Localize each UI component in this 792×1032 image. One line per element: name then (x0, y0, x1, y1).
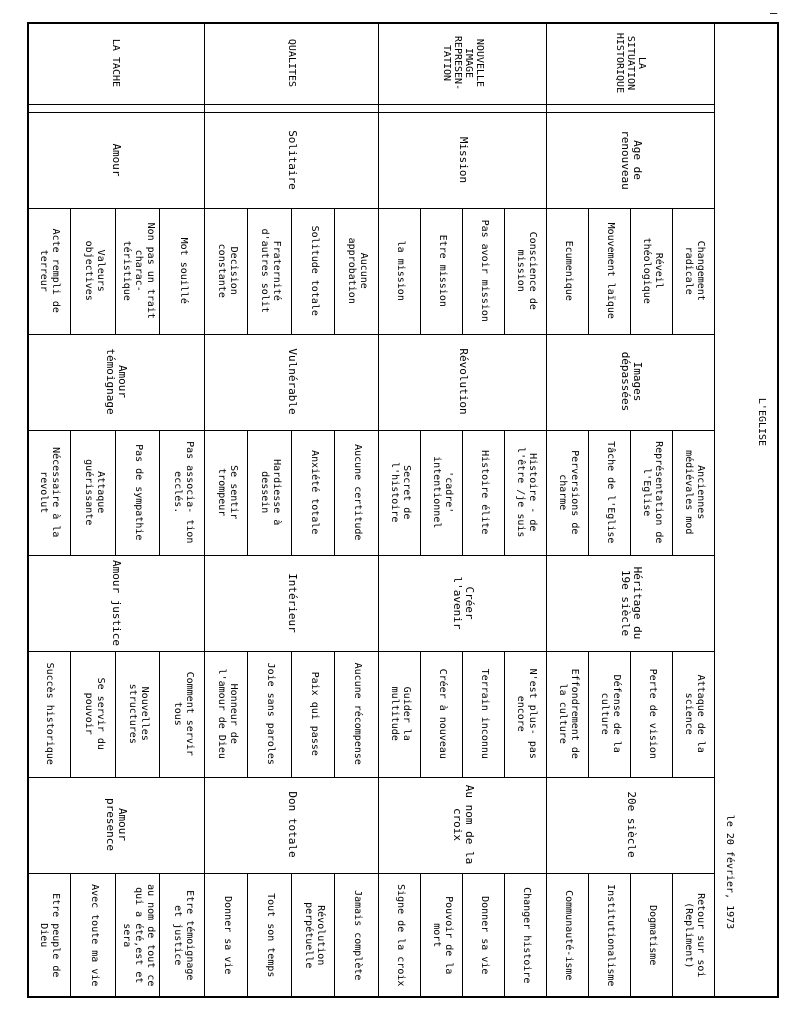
cell-sub-item: Secret de l'histoire (389, 462, 412, 523)
grid-line (462, 651, 463, 777)
cell-sub-item: N'est plus- pas encore (515, 668, 538, 759)
grid-line (462, 208, 463, 334)
grid-line (115, 208, 116, 334)
grid-line (630, 208, 631, 334)
cell-sub-item: Dogmatisme (647, 905, 658, 966)
cell-top-label: Age de renouveau (619, 130, 644, 190)
grid-line (71, 430, 72, 556)
cell-sub-item: Etre témoignage et justice (171, 890, 195, 981)
cell-sub-item: Conscience de mission (515, 231, 538, 310)
grid-line (115, 873, 116, 999)
cell-sub-item: Attaque guérissante (82, 459, 106, 526)
grid-line (204, 22, 205, 998)
row-header: LA TACHE (110, 38, 122, 88)
grid-line (160, 651, 161, 777)
cell-sub-item: Anxiété totale (308, 450, 320, 535)
cell-top-label: Amour presence (104, 798, 129, 851)
grid-line (462, 873, 463, 999)
cell-sub-item: Mot souillé (177, 237, 189, 304)
grid-line (379, 651, 547, 652)
cell-sub-item: Aucune approbation (346, 237, 370, 304)
grid-line (335, 873, 336, 999)
grid-line (71, 651, 72, 777)
cell-sub-item: Représentation de l'Eglise (641, 441, 664, 544)
cell-top-label: Images dépassées (619, 351, 644, 412)
cell-sub-item: Avec toute ma vie (88, 884, 100, 987)
grid-line (504, 873, 505, 999)
cell-sub-item: Ecumenique (563, 240, 574, 301)
grid-line (672, 208, 673, 334)
grid-line (248, 430, 249, 556)
cell-sub-item: Etre mission (437, 234, 448, 307)
cell-sub-item: Acte rempli de terreur (38, 228, 62, 313)
grid-line (291, 430, 292, 556)
cell-sub-item: Se sentir trompeur (215, 465, 239, 520)
grid-line (71, 208, 72, 334)
cell-top-label: 20e siècle (625, 791, 638, 858)
cell-sub-item: Signe de la croix (395, 884, 406, 987)
cell-sub-item: Institutionalisme (605, 884, 616, 987)
grid-line (630, 430, 631, 556)
grid-line (335, 651, 336, 777)
cell-sub-item: Aucune certitude (352, 444, 364, 541)
row-header: QUALITES (286, 38, 298, 88)
grid-line (27, 430, 205, 431)
grid-line (504, 651, 505, 777)
grid-line (27, 112, 715, 113)
grid-line (27, 873, 205, 874)
grid-line (547, 873, 715, 874)
grid-line (27, 334, 715, 335)
cell-sub-item: Non pas un trait charac- téristique (121, 222, 157, 319)
row-header: LA SITUATION HISTORIQUE (614, 32, 648, 94)
cell-sub-item: au nom de tout ce qui a été,est et sera (121, 884, 157, 987)
grid-line (27, 555, 715, 556)
cell-sub-item: Changer histoire (521, 887, 532, 984)
cell-sub-item: Jamais complète (352, 890, 364, 981)
cell-sub-item: Histoire élite (479, 450, 490, 535)
grid-line (160, 873, 161, 999)
grid-line (71, 873, 72, 999)
grid-line (379, 208, 547, 209)
grid-line (420, 651, 421, 777)
grid-line (672, 651, 673, 777)
grid-line (248, 208, 249, 334)
cell-sub-item: Aucune récompense (352, 662, 364, 765)
cell-sub-item: Fraternité d'autres solit (259, 228, 283, 313)
cell-sub-item: Effondrement de la culture (557, 668, 580, 759)
cell-sub-item: Donner sa vie (221, 896, 233, 975)
cell-sub-item: Attaque de la science (683, 674, 706, 753)
grid-line (291, 208, 292, 334)
corner-mark: — (770, 6, 778, 20)
grid-line (420, 430, 421, 556)
grid-line (291, 651, 292, 777)
grid-line (115, 651, 116, 777)
cell-sub-item: Tâche de l'Eglise (605, 441, 616, 544)
cell-sub-item: Nouvelles structures (127, 683, 151, 744)
grid-line (547, 430, 715, 431)
cell-sub-item: Anciennes médiévales mod (683, 450, 706, 535)
grid-line (504, 430, 505, 556)
grid-line (630, 873, 631, 999)
cell-sub-item: Donner sa vie (479, 896, 490, 975)
grid-line (588, 208, 589, 334)
grid-line (205, 208, 379, 209)
cell-sub-item: Pas associa- tion ecclés. (171, 441, 195, 544)
cell-top-label: Don totale (286, 791, 299, 858)
cell-top-label: Créer l'avenir (451, 576, 476, 630)
cell-top-label: Amour justice (110, 559, 123, 647)
cell-sub-item: la mission (395, 240, 406, 301)
grid-line (547, 208, 715, 209)
cell-top-label: Mission (457, 136, 470, 184)
grid-line (291, 873, 292, 999)
row-header: NOUVELLE IMAGE REPRESEN- TATION (441, 35, 485, 91)
grid-line (588, 651, 589, 777)
cell-top-label: Vulnérable (286, 348, 299, 415)
cell-sub-item: Tout son temps (265, 893, 277, 978)
cell-sub-item: Succès historique (44, 662, 56, 765)
cell-sub-item: Mouvement laïque (605, 222, 616, 319)
cell-top-label: Amour témoignage (104, 348, 129, 415)
grid-line (379, 430, 547, 431)
cell-top-label: Solitaire (286, 130, 299, 190)
cell-sub-item: Comment servir tous (171, 671, 195, 756)
cell-sub-item: Honneur de l'amour de Dieu (215, 668, 239, 759)
page-date: le 20 février, 1973 (724, 814, 736, 930)
cell-sub-item: Solitude totale (308, 225, 320, 316)
grid-line (335, 430, 336, 556)
grid-line (27, 777, 715, 778)
grid-line (546, 22, 547, 998)
page-title: L'EGLISE (756, 397, 768, 447)
cell-sub-item: Valeurs objectives (82, 240, 106, 301)
grid-line (630, 651, 631, 777)
cell-sub-item: Decision constante (215, 243, 239, 298)
grid-line (335, 208, 336, 334)
grid-line (672, 873, 673, 999)
cell-sub-item: Paix qui passe (308, 671, 320, 756)
cell-sub-item: 'cadre' intentionnel (431, 456, 454, 529)
grid-line (27, 651, 205, 652)
grid-line (714, 22, 715, 998)
chart-table (27, 22, 779, 998)
cell-sub-item: Se servir du pouvoir (82, 677, 106, 750)
grid-line (27, 104, 715, 105)
cell-sub-item: Pouvoir de la mort (431, 896, 454, 975)
cell-sub-item: Changement radicale (683, 240, 706, 301)
cell-top-label: Héritage du 19e siècle (619, 566, 644, 640)
cell-sub-item: Perte de vision (647, 668, 658, 759)
cell-sub-item: Créer à nouveau (437, 668, 448, 759)
cell-sub-item: Etre peuple de Dieu (38, 893, 62, 978)
cell-sub-item: Réveil théologique (641, 237, 664, 304)
cell-sub-item: Révolution perpétuelle (302, 902, 326, 969)
grid-line (672, 430, 673, 556)
cell-sub-item: Communauté-isme (563, 890, 574, 981)
cell-sub-item: Retour sur soi (Repliment) (683, 893, 706, 978)
grid-line (205, 651, 379, 652)
grid-line (115, 430, 116, 556)
cell-sub-item: Perversions de charme (557, 450, 580, 535)
cell-sub-item: Nécessaire à la revolut (38, 447, 62, 538)
grid-line (588, 873, 589, 999)
grid-line (205, 873, 379, 874)
grid-line (504, 208, 505, 334)
cell-top-label: Au nom de la croix (451, 784, 476, 865)
grid-line (588, 430, 589, 556)
cell-top-label: Révolution (457, 348, 470, 415)
grid-line (160, 208, 161, 334)
grid-line (248, 873, 249, 999)
grid-line (160, 430, 161, 556)
cell-top-label: Amour (110, 143, 123, 177)
cell-sub-item: Hardiesse à dessein (259, 459, 283, 526)
grid-line (547, 651, 715, 652)
cell-sub-item: Pas avoir mission (479, 219, 490, 322)
cell-sub-item: Terrain inconnu (479, 668, 490, 759)
grid-line (379, 873, 547, 874)
cell-sub-item: Guider la multitude (389, 686, 412, 741)
cell-sub-item: Joie sans paroles (265, 662, 277, 765)
grid-line (248, 651, 249, 777)
grid-line (420, 208, 421, 334)
grid-line (205, 430, 379, 431)
grid-line (462, 430, 463, 556)
cell-sub-item: Défense de la culture (599, 674, 622, 753)
grid-line (378, 22, 379, 998)
grid-line (420, 873, 421, 999)
grid-line (27, 208, 205, 209)
cell-top-label: Intérieur (286, 573, 299, 633)
cell-sub-item: Pas de sympathie (133, 444, 145, 541)
cell-sub-item: Histoire - de l'être /je suis (515, 447, 538, 538)
